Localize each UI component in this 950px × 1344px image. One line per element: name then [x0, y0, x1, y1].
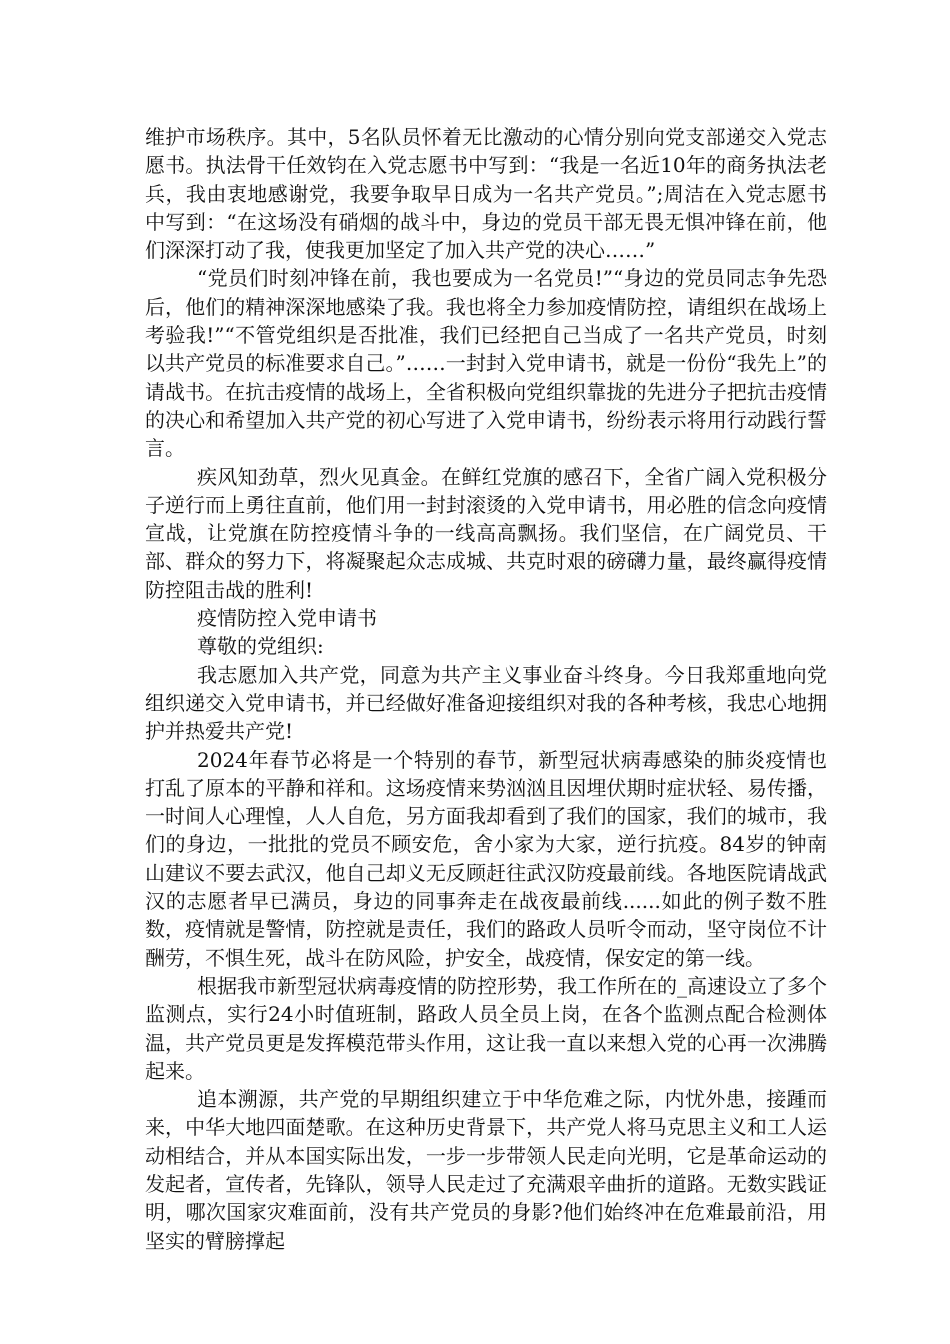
salutation: 尊敬的党组织: — [197, 634, 324, 659]
paragraph-pledges: “党员们时刻冲锋在前，我也要成为一名党员!”“身边的党员同志争先恐后，他们的精神深深地感染了我。我也将全力参加疫情防控，请组织在战场上考验我!”“不管党组织是否批准，我们已经把自己当成了一名共产党员，时刻以共产党员的标准要求自己。”……一封封入党申请书，就是一份份“我先上”的请战书。在抗击疫情的战场上，全省积极向党组织靠拢的先进分子把抗击疫情的决心和希望加入共产党的初心写进了入党申请书，纷纷表示将用行动践行誓言。 — [145, 266, 827, 461]
paragraph-conclusion: 疾风知劲草，烈火见真金。在鲜红党旗的感召下，全省广阔入党积极分子逆行而上勇往直前，他们用一封封滚烫的入党申请书，用必胜的信念向疫情宣战，让党旗在防控疫情斗争的一线高高飘扬。我们坚信，在广阔党员、干部、群众的努力下，将凝聚起众志成城、共克时艰的磅礴力量，最终赢得疫情防控阻击战的胜利! — [145, 464, 827, 602]
paragraph-declaration: 我志愿加入共产党，同意为共产主义事业奋斗终身。今日我郑重地向党组织递交入党申请书，并已经做好准备迎接组织对我的各种考核，我忠心地拥护并热爱共产党! — [145, 662, 827, 744]
paragraph-continuation: 维护市场秩序。其中，5名队员怀着无比激动的心情分别向党支部递交入党志愿书。执法骨干任效钧在入党志愿书中写到：“我是一名近10年的商务执法老兵，我由衷地感谢党，我要争取早日成为一名共产党员。”;周洁在入党志愿书中写到：“在这场没有硝烟的战斗中，身边的党员干部无畏无惧冲锋在前，他们深深打动了我，使我更加坚定了加入共产党的决心……” — [145, 125, 827, 263]
document-body — [145, 123, 827, 1255]
paragraph-history: 追本溯源，共产党的早期组织建立于中华危难之际，内忧外患，接踵而来，中华大地四面楚歌。在这种历史背景下，共产党人将马克思主义和工人运动相结合，并从本国实际出发，一步一步带领人民走向光明，它是革命运动的发起者，宣传者，先锋队，领导人民走过了充满艰辛曲折的道路。无数实践证明，哪次国家灾难面前，没有共产党员的身影?他们始终冲在危难最前沿，用坚实的臂膀撑起 — [145, 1087, 827, 1253]
paragraph-monitoring: 根据我市新型冠状病毒疫情的防控形势，我工作所在的_高速设立了多个监测点，实行24小时值班制，路政人员全员上岗，在各个监测点配合检测体温，共产党员更是发挥模范带头作用，这让我一直以来想入党的心再一次沸腾起来。 — [145, 973, 827, 1083]
paragraph-spring-festival: 2024年春节必将是一个特别的春节，新型冠状病毒感染的肺炎疫情也打乱了原本的平静和祥和。这场疫情来势汹汹且因埋伏期时症状轻、易传播，一时间人心理惶，人人自危，另方面我却看到了我们的国家，我们的城市，我们的身边，一批批的党员不顾安危，舍小家为大家，逆行抗疫。84岁的钟南山建议不要去武汉，他自己却义无反顾赶往武汉防疫最前线。各地医院请战武汉的志愿者早已满员，身边的同事奔走在战夜最前线......如此的例子数不胜数，疫情就是警情，防控就是责任，我们的路政人员听令而动，坚守岗位不计酬劳，不惧生死，战斗在防风险，护安全，战疫情，保安定的第一线。 — [145, 747, 827, 970]
section-title: 疫情防控入党申请书 — [197, 606, 377, 631]
